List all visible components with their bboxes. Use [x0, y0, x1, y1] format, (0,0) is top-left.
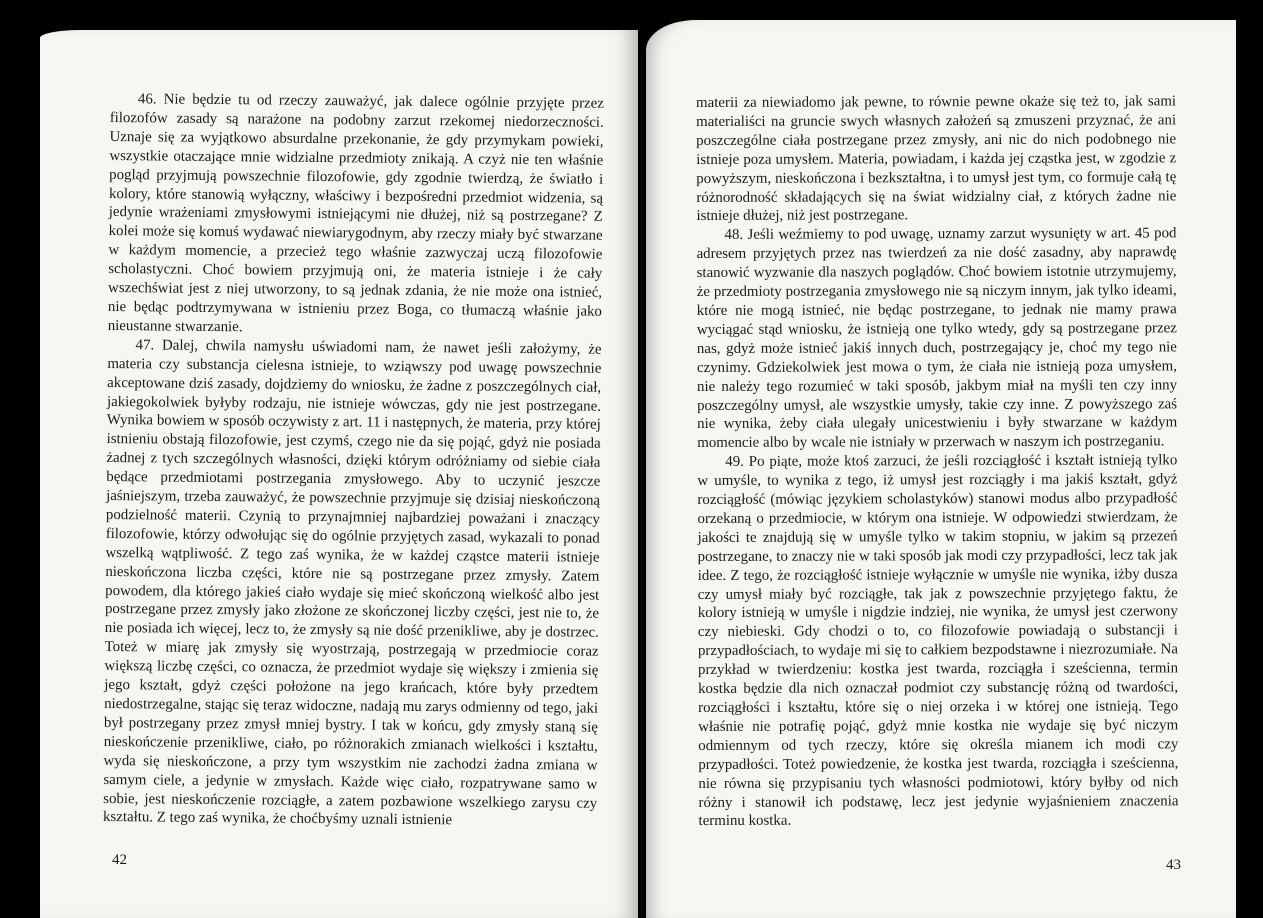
paragraph-46: 46. Nie będzie tu od rzeczy zauważyć, jak dalece ogólnie przyjęte przez filozofów zasady są narażone na podobny zarzut rzekomej niedorzeczności. Uznaje się za wyjątkowo absurdalne przekonanie, że gdy przymykam powieki, wszystkie otaczające mnie widzialne przedmioty znikają. A czyż nie ten właśnie pogląd przyjmują powszechnie filozofowie, gdy zgodnie twierdzą, że światło i kolory, które stanowią wyłączny, właściwy i bezpośredni przedmiot widzenia, są jedynie wrażeniami zmysłowymi istniejącymi nie dłużej, niż są postrzegane? Z kolei może się komuś wydawać niewiarygodnym, aby rzeczy miały być stwarzane w każdym momencie, a przecież tego właśnie zazwyczaj uczą filozofowie scholastyczni. Choć bowiem przyjmują oni, że materia istnieje i że cały wszechświat jest z niej utworzony, to są jednak zdania, że nie może ona istnieć, nie będąc podtrzymywana w istnieniu przez Boga, co tłumaczą właśnie jako nieustanne stwarzanie.	[107, 91, 604, 336]
paragraph-continuation: materii za niewiadomo jak pewne, to równie pewne okaże się też to, jak sami materialiści na gruncie swych własnych założeń są zmuszeni przyznać, że ani poszczególne ciała postrzegane przez zmysły, ani nic do nich podobnego nie istnieje poza umysłem. Materia, powiadam, i każda jej cząstka jest, w zgodzie z powyższym, nieskończona i bezkształtna, i to umysł jest tym, co formuje całą tę różnorodność składających się na świat widzialny ciał, z których żadne nie istnieje dłużej, niż jest postrzegane.	[696, 93, 1177, 225]
page-number: 43	[1166, 857, 1181, 873]
page-number: 42	[112, 852, 127, 868]
paragraph-47: 47. Dalej, chwila namysłu uświadomi nam, że nawet jeśli założymy, że materia czy substancja cielesna istnieje, to wziąwszy pod uwagę powszechnie akceptowane dziś zasady, dojdziemy do wniosku, że żadne z poszczególnych ciał, jakiegokolwiek byłyby rodzaju, nie istnieje wówczas, gdy nie jest postrzegane. Wynika bowiem w sposób oczywisty z art. 11 i następnych, że materia, przy której istnieniu obstają filozofowie, jest czymś, czego nie da się pojąć, gdyż nie posiada żadnej z tych szczególnych własności, dzięki którym odróżniamy od siebie ciała będące przedmiotami postrzegania zmysłowego. Aby to uczynić jeszcze jaśniejszym, trzeba zauważyć, że powszechnie przyjmuje się dzisiaj nieskończoną podzielność materii. Czynią to przynajmniej najbardziej poważani i znaczący filozofowie, którzy odwołując się do ogólnie przyjętych zasad, wykazali to ponad wszelką wątpliwość. Z tego zaś wynika, że w każdej cząstce materii istnieje nieskończona liczba części, które nie są postrzegane przez zmysły. Zatem powodem, dla którego jakieś ciało wydaje się mieć skończoną wielkość albo jest postrzegane przez zmysły jako złożone ze skończonej liczby części, jest nie to, że nie posiada ich więcej, lecz to, że zmysły są nie dość przenikliwe, aby je dostrzec. Toteż w miarę jak zmysły się wyostrzają, postrzegają w przedmiocie coraz większą liczbę części, co oznacza, że przedmiot wydaje się większy i zmienia się jego kształt, gdyż części położone na jego krańcach, które były przedtem niedostrzegalne, stając się teraz widoczne, nadają mu zarys odmienny od tego, jaki był postrzegany przez zmysł mniej bystry. I tak w końcu, gdy zmysły staną się nieskończenie przenikliwe, ciało, po różnorakich zmianach wielkości i kształtu, wyda się nieskończone, a przy tym wszystkim nie zachodzi żadna zmiana w samym ciele, a jedynie w zmysłach. Każde więc ciało, rozpatrywane samo w sobie, jest nieskończenie rozciągłe, a zatem pozbawione wszelkiego zarysu czy kształtu. Z tego zaś wynika, że choćbyśmy uznali istnienie	[102, 337, 602, 829]
left-page-text	[103, 90, 604, 832]
left-page	[40, 30, 638, 918]
right-page-text	[696, 92, 1179, 831]
paragraph-48: 48. Jeśli weźmiemy to pod uwagę, uznamy zarzut wysunięty w art. 45 pod adresem przyjętych przez nas twierdzeń za nie dość zasadny, aby naprawdę stanowić wyzwanie dla naszych poglądów. Choć bowiem istotnie utrzymujemy, że przedmioty postrzegania zmysłowego nie są niczym innym, jak tylko ideami, które nie mogą istnieć, nie będąc postrzegane, to jednak nie mamy prawa wyciągać stąd wniosku, że istnieją one tylko wtedy, gdy są postrzegane przez nas, gdyż może istnieć jakiś innych duch, postrzegający je, choć my tego nie czynimy. Gdziekolwiek jest mowa o tym, że ciała nie istnieją poza umysłem, nie należy tego rozumieć w taki sposób, jakbym miał na myśli ten czy inny poszczególny umysł, ale wszystkie umysły, takie czy inne. Z powyższego zaś nie wynika, żeby ciała ulegały unicestwieniu i były stwarzane w każdym momencie albo by wcale nie istniały w przerwach w naszym ich postrzeganiu.	[696, 225, 1178, 452]
paragraph-49: 49. Po piąte, może ktoś zarzuci, że jeśli rozciągłość i kształt istnieją tylko w umyśle, to wynika z tego, iż umysł jest rozciągły i ma jakiś kształt, gdyż rozciągłość (mówiąc językiem scholastyków) stanowi modus albo przypadłość orzekaną o przedmiocie, w którym ona istnieje. W odpowiedzi stwierdzam, że jakości te znajdują się w umyśle tylko w takim stopniu, w jakim są przezeń postrzegane, to znaczy nie w taki sposób jak modi czy przypadłości, lecz tak jak idee. Z tego, że rozciągłość istnieje wyłącznie w umyśle nie wynika, iżby dusza czy umysł miały być rozciągłe, tak jak z powszechnie przyjętego faktu, że kolory istnieją w umyśle i nigdzie indziej, nie wynika, że umysł jest czerwony czy niebieski. Gdy chodzi o to, co filozofowie powiadają o substancji i przypadłościach, to wydaje mi się to całkiem bezpodstawne i niezrozumiałe. Na przykład w twierdzeniu: kostka jest twarda, rozciągła i sześcienna, termin kostka będzie dla nich oznaczał podmiot czy substancję różną od twardości, rozciągłości i kształtu, które się o niej orzeka i w której one istnieją. Tego właśnie nie potrafię pojąć, gdyż mnie kostka nie wydaje się być niczym odmiennym od tych rzeczy, które się określa mianem ich modi czy przypadłości. Toteż powiedzenie, że kostka jest twarda, rozciągła i sześcienna, nie równa się przypisaniu tych własności podmiotowi, który byłby od nich różny i stanowił ich podstawę, lecz jest jedynie wyjaśnieniem znaczenia terminu kostka.	[697, 452, 1179, 830]
right-page	[646, 20, 1236, 918]
